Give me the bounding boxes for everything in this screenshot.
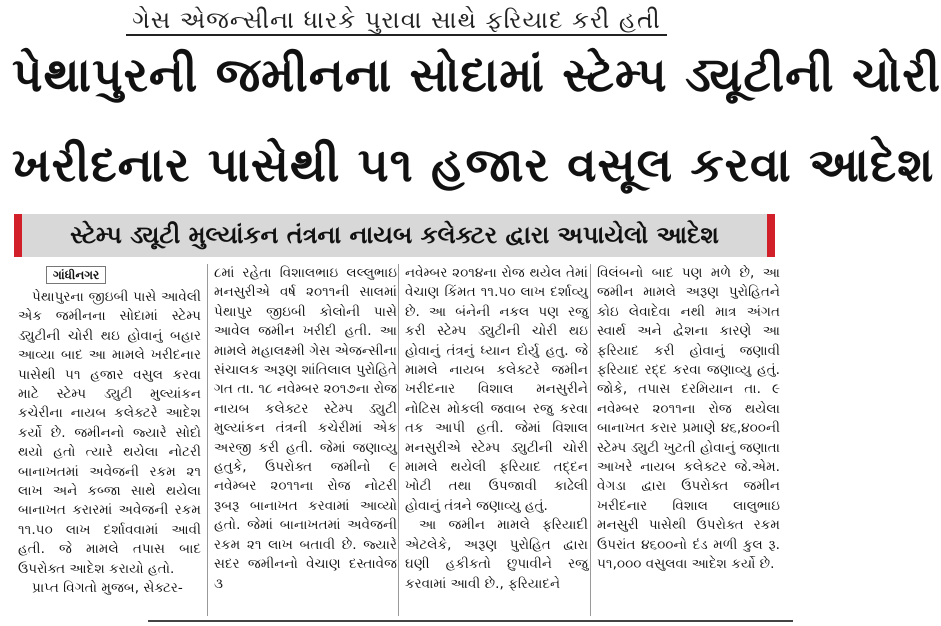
article-paragraph: ૮માં રહેતા વિશાલભાઇ લલ્લુભાઇ મનસુરીએ વર્ષ ૨૦૧૧ની સાલમાં પેથાપુર જીઇબી કોલોની પાસે આવેલ જમીન ખરીદી હતી. આ મામલે મહાલક્ષ્મી ગેસ એજન્સીના સંચાલક અરૂણ શાંતિલાલ પુરોહિતે ગત તા. ૧૮ નવેમ્બર ૨૦૧૭ના રોજ નાયબ કલેક્ટર સ્ટેમ્પ ડ્યુટી મુલ્યાંકન તંત્રની કચેરીમાં એક અરજી કરી હતી. જેમાં જણાવ્યુ હતુકે, ઉપરોક્ત જમીનો ૯ નવેમ્બર ૨૦૧૧ના રોજ નોટરી રૂબરૂ બાનાખત કરવામાં આવ્યો હતો. જેમાં બાનાખતમાં અવેજની રકમ ૨૧ લાખ બતાવી છે. જ્યારે સદર જમીનનો વેચાણ દસ્તાવેજ ૩ xyxy=(214,265,397,592)
article-column-4 xyxy=(597,264,780,616)
headline-line-1: પેથાપુરની જમીનના સોદામાં સ્ટેમ્પ ડ્યૂટીની ચોરી xyxy=(12,48,941,103)
article-column-3 xyxy=(405,264,588,616)
article-paragraph: વિલંબનો બાદ પણ મળે છે, આ જમીન મામલે અરૂણ પુરોહિતને કોઇ લેવાદેવા નથી માત્ર અંગત સ્વાર્થ અને દ્વેશના કારણે આ ફરિયાદ કરી હોવાનું જણાવી ફરિયાદ રદ્દ કરવા જણાવ્યુ હતું. જોકે, તપાસ દરમિયાન તા. ૯ નવેમ્બર ૨૦૧૧ના રોજ થયેલા બાનાખત કરાર પ્રમાણે ૪૬,૪૦૦ની સ્ટેમ્પ ડ્યુટી ખુટતી હોવાનું જણાતા આખરે નાયબ કલેક્ટર જે.એમ. વેગડા દ્વારા ઉપરોક્ત જમીન ખરીદનાર વિશાલ લાલુભાઇ મનસુરી પાસેથી ઉપરોક્ત રકમ ઉપરાંત ૪૬૦૦નો દંડ મળી કુલ રૂ. ૫૧,૦૦૦ વસુલવા આદેશ કર્યો છે. xyxy=(597,265,780,573)
kicker-text: ગેસ એજન્સીના ધારકે પુરાવા સાથે ફરિયાદ કરી હતી xyxy=(126,6,667,36)
sub-headline-bar: સ્ટેમ્પ ડ્યૂટી મુલ્યાંકન તંત્રના નાયબ કલેક્ટર દ્વારા અપાયેલો આદેશ xyxy=(14,214,775,257)
article-paragraph: પ્રાપ્ત વિગતો મુજબ, સેક્ટર- xyxy=(32,580,183,597)
article-column-1 xyxy=(18,264,201,616)
article-paragraph: નવેમ્બર ૨૦૧૪ના રોજ થયેલ તેમાં વેચાણ કિંમત ૧૧.૫૦ લાખ દર્શાવ્યુ છે. આ બંનેની નકલ પણ રજુ કરી સ્ટેમ્પ ડ્યુટીની ચોરી થઇ હોવાનું તંત્રનું ધ્યાન દોર્યુ હતુ. જે મામલે નાયબ કલેક્ટરે જમીન ખરીદનાર વિશાલ મનસુરીને નોટિસ મોકલી જવાબ રજુ કરવા તક આપી હતી. જેમાં વિશાલ મનસુરીએ સ્ટેમ્પ ડ્યુટીની ચોરી મામલે થયેલી ફરિયાદ તદ્દન ખોટી તથા ઉપજાવી કાઢેલી હોવાનું તંત્રને જણાવ્યુ હતું. xyxy=(405,265,588,514)
article-paragraph: આ જમીન મામલે ફરિયાદી એટલેકે, અરૂણ પુરોહિત દ્વારા ઘણી હકીકતો છુપાવીને રજુ કરવામાં આવી છે., ફરિયાદને xyxy=(405,517,588,592)
article-paragraph: પેથાપુરના જીઇબી પાસે આવેલી એક જમીનના સોદામાં સ્ટેમ્પ ડ્યુટીની ચોરી થઇ હોવાનું બહાર આવ્યા બાદ આ મામલે ખરીદનાર પાસેથી ૫૧ હજાર વસુલ કરવા માટે સ્ટેમ્પ ડ્યુટી મુલ્યાંકન કચેરીના નાયબ કલેક્ટરે આદેશ કર્યો છે. જમીનનો જ્યારે સોદો થયો હતો ત્યારે થયેલા નોટરી બાનાખતમાં અવેજની રકમ ૨૧ લાખ અને કબ્જા સાથે થયેલા બાનાખત કરારમાં અવેજની રકમ ૧૧.૫૦ લાખ દર્શાવવામાં આવી હતી. જે મામલે તપાસ બાદ ઉપરોક્ત આદેશ કરાયો હતો. xyxy=(18,289,201,577)
column-divider xyxy=(207,264,208,616)
bottom-rule xyxy=(148,620,793,622)
kicker-headline xyxy=(0,0,793,42)
headline-line-2: ખરીદનાર પાસેથી ૫૧ હજાર વસૂલ કરવા આદેશ xyxy=(12,138,935,193)
dateline: ગાંધીનગર xyxy=(46,266,106,284)
column-divider xyxy=(398,264,399,616)
column-divider xyxy=(590,264,591,616)
article-column-2 xyxy=(214,264,397,616)
